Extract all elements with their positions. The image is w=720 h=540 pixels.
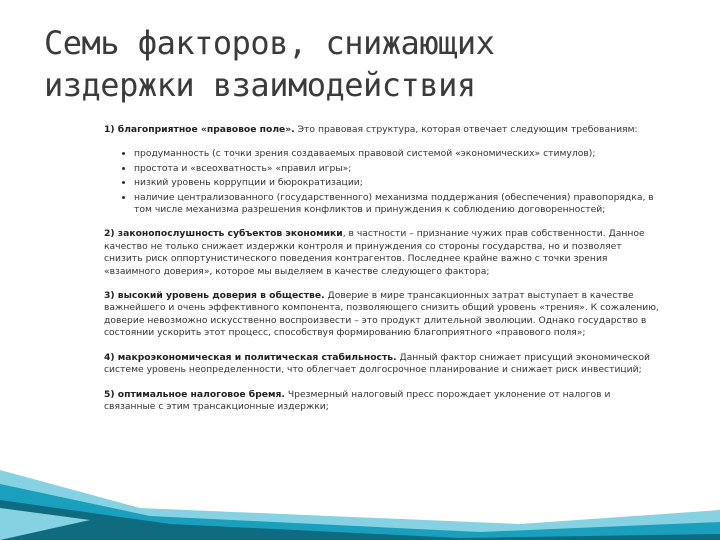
- factor-4-heading: 4) макроэкономическая и политическая стабильность.: [104, 351, 397, 363]
- factor-3: [104, 290, 662, 340]
- factor-1: [104, 124, 662, 136]
- factor-2: [104, 228, 662, 278]
- factor-5-text: Чрезмерный налоговый пресс порождает уклонение от налогов и связанные с этим трансакционные издержки;: [104, 388, 611, 412]
- factor-1-heading: 1) благоприятное «правовое поле».: [104, 124, 295, 135]
- wave-band-dark: [0, 500, 720, 540]
- requirements-list: [104, 148, 662, 216]
- requirement-item: • низкий уровень коррупции и бюрократизации;: [134, 177, 662, 189]
- factor-5: [104, 389, 662, 414]
- factor-4-text: Данный фактор снижает присущий экономической системе уровень неопределенности, что облегчает долгосрочное планирование и снижает риск инвестиций;: [104, 351, 650, 376]
- factor-2-text: , в частности – признание чужих прав собственности. Данное качество не только снижает издержки контроля и принуждения со стороны государства, но и позволяет снизить риск оппортунистического поведения контрагентов. Последнее крайне важно с точки зрения «взаимного доверия», которое мы выделяем в качестве следующего фактора;: [104, 228, 645, 277]
- factor-3-heading: 3) высокий уровень доверия в обществе.: [104, 290, 325, 302]
- requirement-item: • простота и «всеохватность» «правил игры»;: [134, 163, 662, 175]
- slide-title: [44, 22, 644, 106]
- wave-sheen: [0, 508, 90, 540]
- slide-title-line-2: издержки взаимодействия: [44, 66, 476, 104]
- factor-3-text: Доверие в мире трансакционных затрат выступает в качестве важнейшего и очень эффективного компонента, позволяющего снизить общий уровень «трения». К сожалению, доверие невозможно искусственно воспроизвести – это продукт длительной эволюции. Однако государство в состоянии ускорить этот процесс, способствуя формированию благоприятного «правового поля»;: [104, 290, 659, 339]
- factor-1-text: Это правовая структура, которая отвечает следующим требованиям:: [294, 124, 638, 135]
- requirement-item: • наличие централизованного (государственного) механизма поддержания (обеспечения) правопорядка, в том числе механизма разрешения конфликтов и принуждения к соблюдению договоренностей;: [134, 192, 662, 217]
- requirement-item: • продуманность (с точки зрения создаваемых правовой системой «экономических» стимулов);: [134, 148, 662, 160]
- document-image: [58, 118, 666, 498]
- factor-5-heading: 5) оптимальное налоговое бремя.: [104, 388, 285, 400]
- slide-title-line-1: Семь факторов, снижающих: [44, 24, 495, 62]
- factor-2-heading: 2) законопослушность субъектов экономики: [104, 228, 343, 240]
- factor-4: [104, 352, 662, 377]
